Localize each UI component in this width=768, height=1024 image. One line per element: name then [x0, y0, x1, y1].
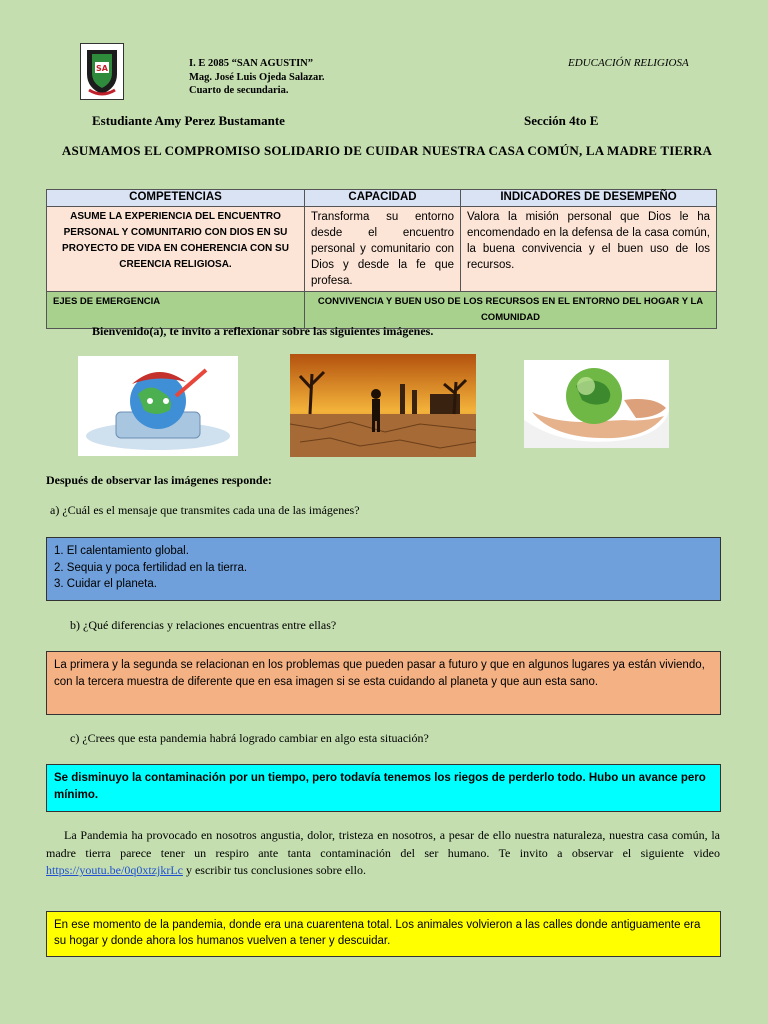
col-header-indicadores: INDICADORES DE DESEMPEÑO [461, 190, 717, 207]
ejes-label: EJES DE EMERGENCIA [47, 292, 305, 329]
global-warming-image [78, 356, 238, 456]
drought-landscape-icon [290, 354, 476, 457]
instruction-text: Después de observar las imágenes responde: [46, 473, 272, 487]
competencia-cell: ASUME LA EXPERIENCIA DEL ENCUENTRO PERSONAL Y COMUNITARIO CON DIOS EN SU PROYECTO DE VIDA EN COHERENCIA CON SU CREENCIA RELIGIOSA. [47, 207, 305, 292]
paragraph-text-end: y escribir tus conclusiones sobre ello. [182, 863, 366, 877]
answer-c-box[interactable] [46, 764, 721, 812]
indicador-cell: Valora la misión personal que Dios le ha encomendado en la defensa de la casa común, la buena convivencia y el buen uso de los recursos. [461, 207, 717, 292]
question-b: b) ¿Qué diferencias y relaciones encuentras entre ellas? [70, 618, 337, 632]
hands-earth-image [524, 360, 669, 448]
question-a: a) ¿Cuál es el mensaje que transmites cada una de las imágenes? [50, 503, 360, 517]
col-header-capacidad: CAPACIDAD [305, 190, 461, 207]
answer-b-box[interactable] [46, 651, 721, 715]
school-logo [80, 43, 124, 100]
teacher-name: Mag. José Luis Ojeda Salazar. [189, 72, 325, 83]
col-header-competencias: COMPETENCIAS [47, 190, 305, 207]
hands-holding-earth-icon [524, 360, 669, 448]
welcome-text: Bienvenido(a), te invito a reflexionar sobre las siguientes imágenes. [92, 324, 434, 338]
answer-a-line-3: 3. Cuidar el planeta. [54, 578, 157, 590]
question-c: c) ¿Crees que esta pandemia habrá logrado cambiar en algo esta situación? [70, 731, 429, 745]
page-title: ASUMAMOS EL COMPROMISO SOLIDARIO DE CUIDAR NUESTRA CASA COMÚN, LA MADRE TIERRA [61, 143, 713, 158]
school-name: I. E 2085 “SAN AGUSTIN” [189, 58, 313, 69]
table-header-row [47, 190, 717, 207]
answer-b-text: La primera y la segunda se relacionan en los problemas que pueden pasar a futuro y que en algunos lugares ya están viviendo, con la tercera muestra de diferente que en esa imagen si se esta cuidando al planeta y que aun esta sano. [54, 659, 705, 688]
pandemic-paragraph [46, 827, 720, 880]
student-name: Estudiante Amy Perez Bustamante [92, 113, 285, 128]
table-row [47, 207, 717, 292]
grade: Cuarto de secundaria. [189, 85, 289, 96]
competencies-table [46, 189, 717, 329]
answer-a-box[interactable] [46, 537, 721, 601]
drought-image [290, 354, 476, 457]
answer-a-line-2: 2. Sequia y poca fertilidad en la tierra. [54, 561, 248, 574]
crest-icon [81, 44, 123, 99]
table-row [47, 292, 717, 329]
answer-c-text: Se disminuyo la contaminación por un tiempo, pero todavía tenemos los riegos de perderlo todo. Hubo un avance pero mínimo. [54, 772, 706, 801]
svg-text:SA: SA [96, 64, 108, 73]
capacidad-cell: Transforma su entorno desde el encuentro personal y comunitario con Dios y desde la fe que profesa. [305, 207, 461, 292]
video-link[interactable]: https://youtu.be/0q0xtzjkrLc [46, 863, 183, 877]
final-answer-box[interactable] [46, 911, 721, 957]
melting-earth-icon [78, 356, 238, 456]
subject: EDUCACIÓN RELIGIOSA [568, 57, 689, 69]
answer-a-line-1: 1. El calentamiento global. [54, 545, 189, 557]
final-answer-text: En ese momento de la pandemia, donde era una cuarentena total. Los animales volvieron a las calles donde antiguamente era su hogar y donde ahora los humanos vuelven a tener y descuidar. [54, 919, 701, 947]
section: Sección 4to E [524, 113, 599, 128]
ejes-value: CONVIVENCIA Y BUEN USO DE LOS RECURSOS EN EL ENTORNO DEL HOGAR Y LA COMUNIDAD [305, 292, 717, 329]
paragraph-text: La Pandemia ha provocado en nosotros angustia, dolor, tristeza en nosotros, a pesar de ello nuestra naturaleza, nuestra casa común, la madre tierra parece tener un respiro ante tanta contaminación del ser humano. Te invito a observar el siguiente video [46, 828, 720, 860]
